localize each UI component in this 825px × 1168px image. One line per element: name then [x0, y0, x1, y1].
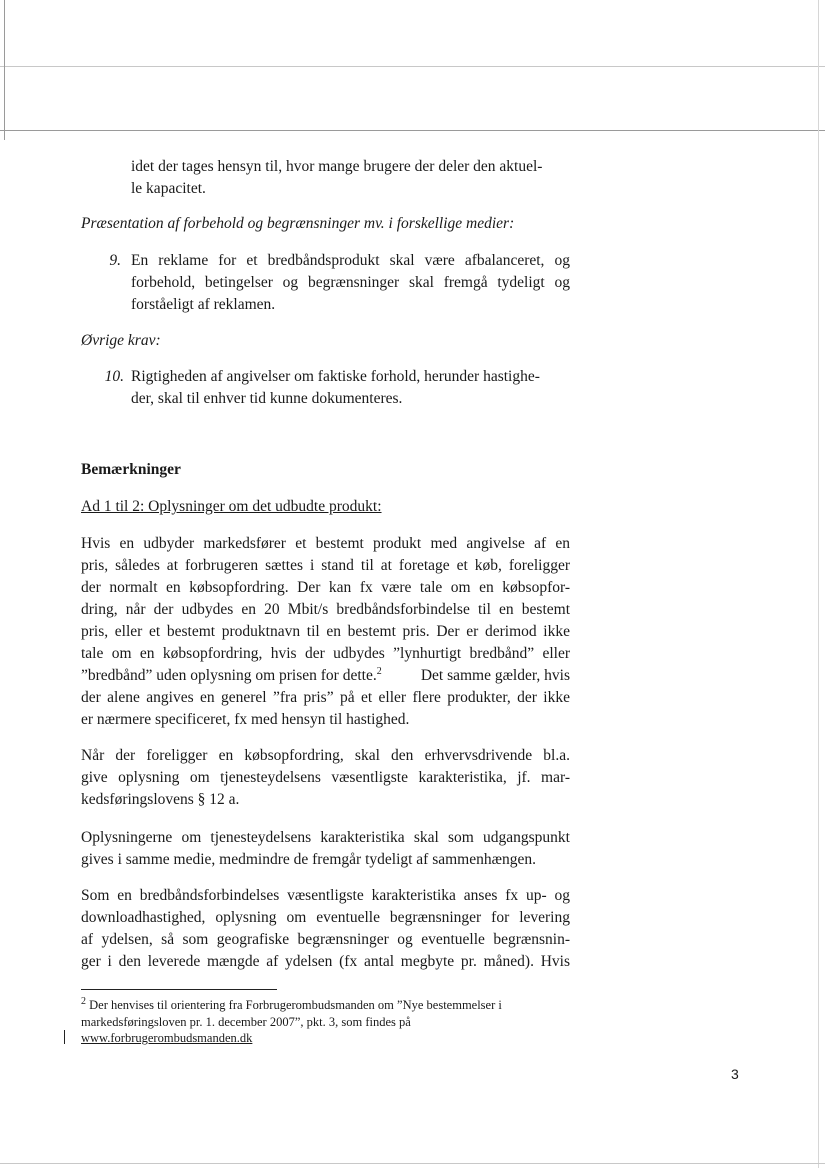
footnote-text-1: Der henvises til orientering fra Forbrugerombudsmanden om ”Nye bestemmelser i	[86, 998, 502, 1012]
item9-line-1: En reklame for et bredbåndsprodukt skal være afbalanceret, og	[131, 252, 570, 269]
para1-line-3: der normalt en købsopfordring. Der kan fx være tale om en købsopfor-	[81, 579, 570, 596]
footnote-ref[interactable]: 2	[376, 665, 382, 677]
item9-number: 9.	[109, 252, 121, 269]
item10-line-2: der, skal til enhver tid kunne dokumenteres.	[131, 390, 403, 407]
para3-line-1: Oplysningerne om tjenesteydelsens karakteristika skal som udgangspunkt	[81, 829, 570, 846]
item8-line-2: le kapacitet.	[131, 180, 206, 197]
scan-border-header-rule	[0, 130, 825, 131]
para4-line-2: downloadhastighed, oplysning om eventuelle begrænsninger for levering	[81, 909, 570, 926]
para2-line-3: kedsføringslovens § 12 a.	[81, 791, 240, 808]
section-heading-other: Øvrige krav:	[81, 332, 161, 349]
para2-line-2: give oplysning om tjenesteydelsens væsentligste karakteristika, jf. mar-	[81, 769, 570, 786]
item10-line-1: Rigtigheden af angivelser om faktiske forhold, herunder hastighe-	[131, 368, 540, 385]
item9-line-3: forståeligt af reklamen.	[131, 296, 276, 313]
footnote-line-1	[81, 997, 502, 1014]
para4-line-1: Som en bredbåndsforbindelses væsentligste karakteristika anses fx up- og	[81, 887, 570, 904]
para1-line-2: pris, således at forbrugeren sættes i stand til at foretage et køb, foreligger	[81, 557, 570, 574]
scan-border-right	[818, 0, 819, 1168]
para2-line-1: Når der foreligger en købsopfordring, skal den erhvervsdrivende bl.a.	[81, 747, 570, 764]
remarks-subheading: Ad 1 til 2: Oplysninger om det udbudte produkt:	[81, 498, 382, 515]
item8-line-1: idet der tages hensyn til, hvor mange brugere der deler den aktuel-	[131, 158, 543, 175]
scan-border-top	[0, 66, 825, 67]
para4-line-3: af ydelsen, så som geografiske begrænsninger og eventuelle begrænsnin-	[81, 931, 570, 948]
footnote-marker: 2	[81, 995, 86, 1007]
para1-line-7	[81, 665, 570, 686]
footnote-change-bar	[64, 1030, 65, 1044]
para1-line-8: der alene angives en generel ”fra pris” på et eller flere produkter, der ikke	[81, 689, 570, 706]
footnote-line-2: markedsføringsloven pr. 1. december 2007”, pkt. 3, som findes på	[81, 1015, 411, 1029]
para1-line-5: pris, eller et bestemt produktnavn til en bestemt pris. Der er derimod ikke	[81, 623, 570, 640]
para4-line-4: ger i den leverede mængde af ydelsen (fx antal megbyte pr. måned). Hvis	[81, 953, 570, 970]
footnote-link[interactable]: www.forbrugerombudsmanden.dk	[81, 1031, 253, 1045]
para1-line-4: dring, når der udbydes en 20 Mbit/s bredbåndsforbindelse til en bestemt	[81, 601, 570, 618]
section-heading-presentation: Præsentation af forbehold og begrænsninger mv. i forskellige medier:	[81, 215, 515, 232]
para3-line-2: gives i samme medie, medmindre de fremgår tydeligt af sammenhængen.	[81, 851, 536, 868]
item10-number: 10.	[104, 368, 124, 385]
scan-border-bottom	[0, 1163, 825, 1164]
para1-line-9: er nærmere specificeret, fx med hensyn til hastighed.	[81, 711, 410, 728]
para1-line-1: Hvis en udbyder markedsfører et bestemt produkt med angivelse af en	[81, 535, 570, 552]
remarks-heading: Bemærkninger	[81, 461, 181, 478]
item9-line-2: forbehold, betingelser og begrænsninger skal fremgå tydeligt og	[131, 274, 570, 291]
para1-line-7-text: ”bredbånd” uden oplysning om prisen for dette.	[81, 667, 377, 684]
footnote-separator	[81, 989, 277, 990]
para1-line-6: tale om en købsopfordring, hvis der udbydes ”lynhurtigt bredbånd” eller	[81, 645, 570, 662]
para1-line-7-tail: Det samme gælder, hvis	[420, 667, 570, 684]
page-number: 3	[731, 1066, 739, 1082]
scan-border-left	[4, 0, 5, 140]
